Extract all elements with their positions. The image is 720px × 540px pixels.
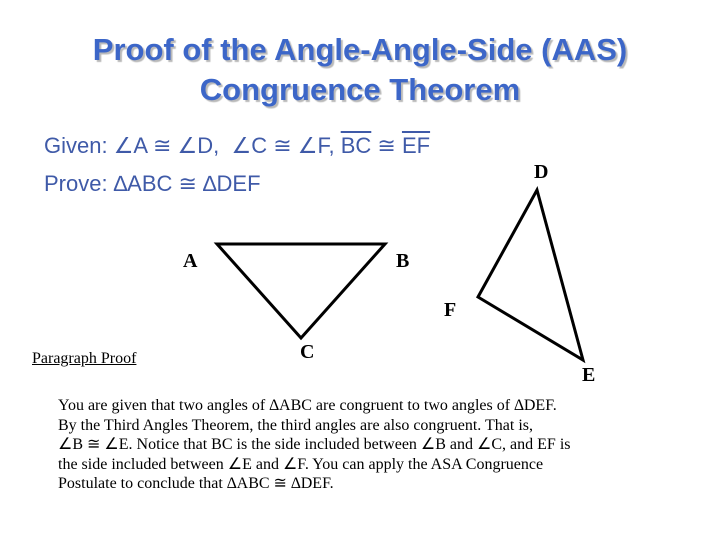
paragraph-proof-text — [58, 396, 698, 494]
title-line-2: Congruence Theorem — [199, 72, 521, 107]
vertex-label-c: C — [300, 341, 315, 363]
vertex-label-e: E — [582, 364, 596, 386]
title-line-1: Proof of the Angle-Angle-Side (AAS) — [92, 32, 628, 67]
proof-line-2: By the Third Angles Theorem, the third angles are also congruent. That is, — [58, 416, 534, 434]
segment-bc: $\overline{BC}$ — [340, 133, 372, 158]
given-angles: ∠A ≅ ∠D, ∠C ≅ ∠F, — [107, 133, 341, 158]
proof-line-1: You are given that two angles of ∆ABC are congruent to two angles of ∆DEF. — [58, 397, 557, 414]
segment-ef: $\overline{EF}$ — [401, 133, 431, 158]
congruent-symbol: ≅ — [371, 133, 402, 158]
prove-label: Prove: — [44, 171, 108, 196]
given-label: Given: — [44, 133, 108, 158]
paragraph-proof-heading: Paragraph Proof — [32, 350, 137, 367]
triangle-def — [478, 190, 583, 360]
vertex-label-d: D — [534, 161, 549, 183]
vertex-label-b: B — [396, 250, 410, 272]
proof-line-5: Postulate to conclude that ∆ABC ≅ ∆DEF. — [58, 475, 334, 492]
triangle-abc — [217, 244, 385, 338]
proof-line-4: the side included between ∠E and ∠F. You can apply the ASA Congruence — [58, 455, 544, 473]
vertex-label-a: A — [183, 250, 198, 272]
vertex-label-f: F — [444, 299, 457, 321]
prove-text: ∆ABC ≅ ∆DEF — [107, 171, 261, 196]
proof-line-3: ∠B ≅ ∠E. Notice that BC is the side included between ∠B and ∠C, and EF is — [58, 436, 571, 453]
